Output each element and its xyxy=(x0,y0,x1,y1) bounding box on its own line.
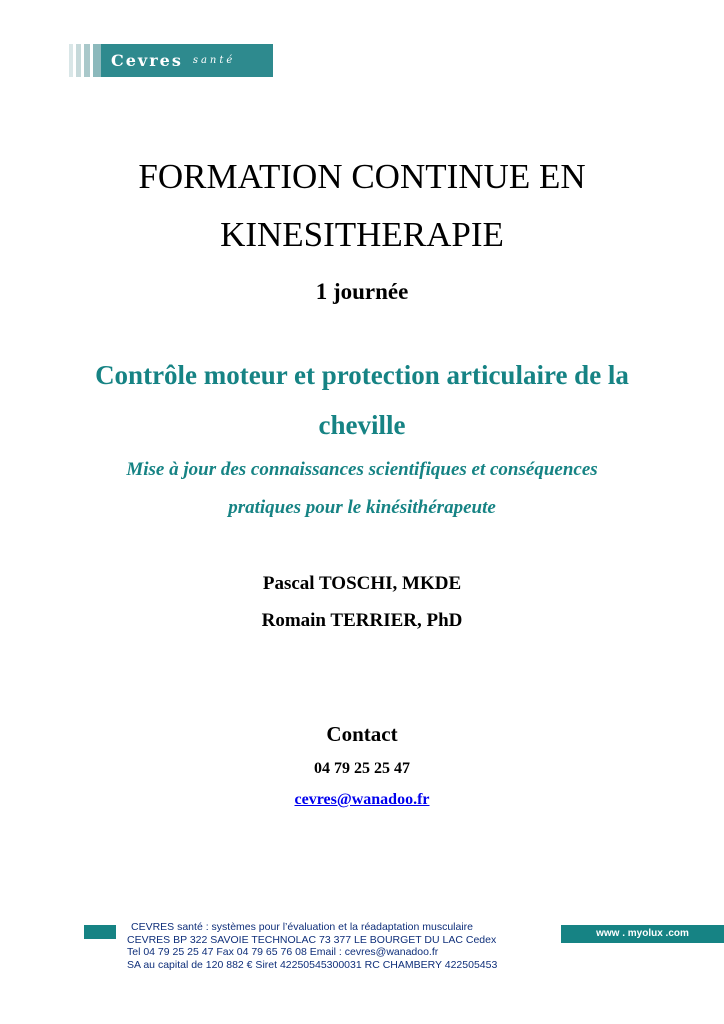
logo-brand: Cevres xyxy=(111,51,183,70)
footer-line: SA au capital de 120 882 € Siret 42250545300031 RC CHAMBERY 422505453 xyxy=(127,958,498,971)
contact-email-link[interactable]: cevres@wanadoo.fr xyxy=(294,791,430,808)
logo-text xyxy=(101,44,235,77)
contact-heading: Contact xyxy=(326,722,398,746)
company-logo xyxy=(69,44,273,77)
footer-line: Tel 04 79 25 25 47 Fax 04 79 65 76 08 Email : cevres@wanadoo.fr xyxy=(127,946,439,958)
footer-website: www . myolux .com xyxy=(561,925,724,943)
contact-phone: 04 79 25 25 47 xyxy=(314,760,410,777)
document-title-line-2: KINESITHERAPIE xyxy=(220,215,504,254)
footer-line: CEVRES BP 322 SAVOIE TECHNOLAC 73 377 LE BOURGET DU LAC Cedex xyxy=(127,933,497,946)
author-name: Romain TERRIER, PhD xyxy=(261,610,463,631)
author-name: Pascal TOSCHI, MKDE xyxy=(262,573,462,594)
course-tagline-line-2: pratiques pour le kinésithérapeute xyxy=(228,497,496,518)
document-title-line-1: FORMATION CONTINUE EN xyxy=(138,157,586,196)
course-duration: 1 journée xyxy=(315,279,409,304)
course-topic-line-1: Contrôle moteur et protection articulaire de la xyxy=(95,360,629,390)
course-topic-line-2: cheville xyxy=(318,410,406,440)
logo-subtitle: santé xyxy=(192,55,236,66)
footer-accent-block xyxy=(84,925,116,939)
footer-address xyxy=(127,921,497,971)
contact-email-row xyxy=(0,791,724,809)
footer-line: CEVRES santé : systèmes pour l’évaluation et la réadaptation musculaire xyxy=(131,921,474,933)
course-tagline-line-1: Mise à jour des connaissances scientifiques et conséquences xyxy=(126,459,598,480)
logo-stripes xyxy=(69,44,101,77)
